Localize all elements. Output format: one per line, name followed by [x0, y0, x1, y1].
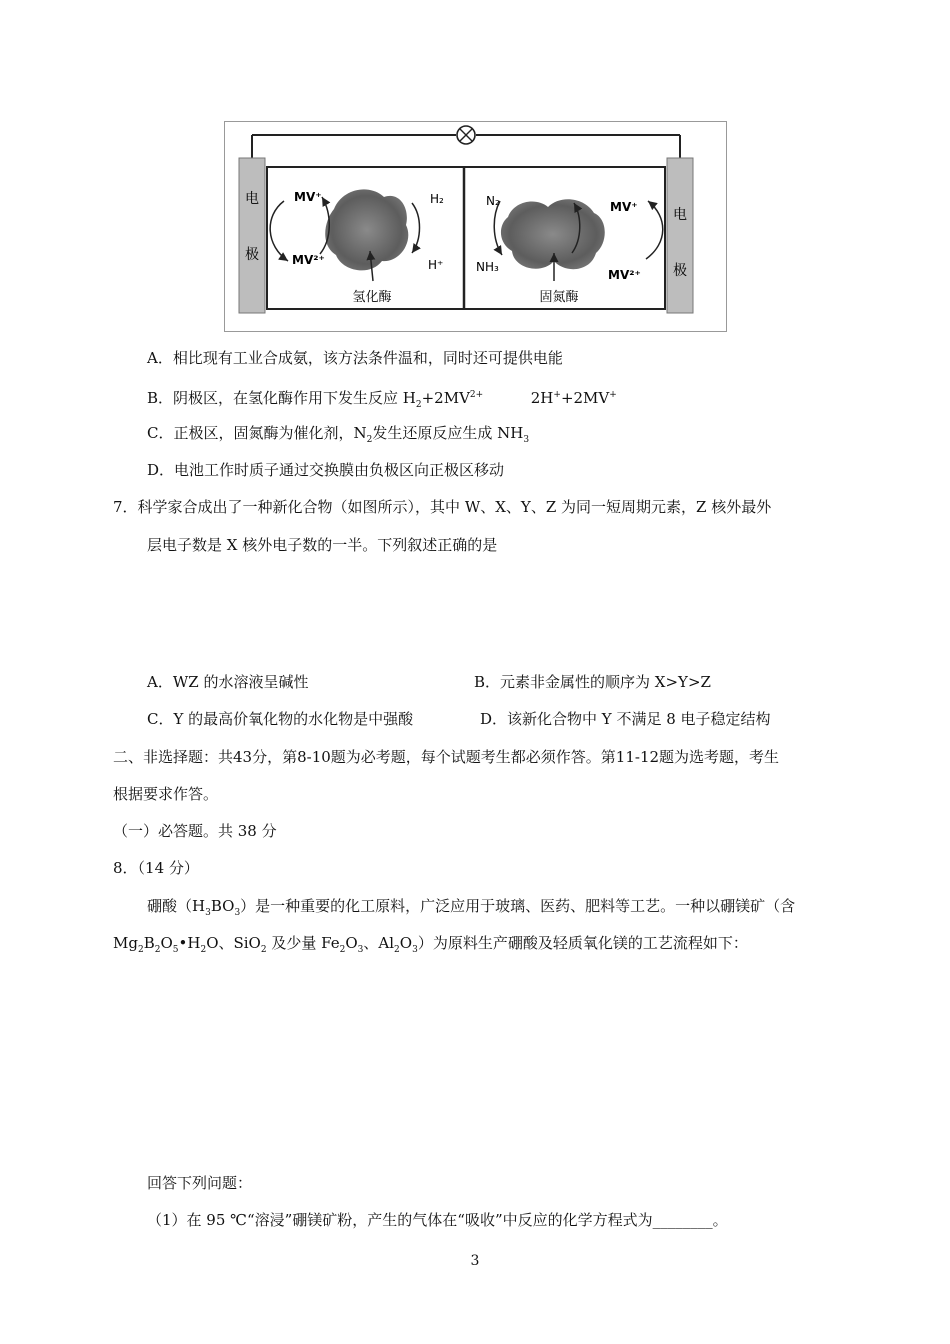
q8-p2-s9: 3 [412, 945, 418, 955]
q6-b-right-sup1: + [553, 390, 561, 400]
q8-p1-a: 硼酸（H [147, 897, 206, 915]
q7-stem-line2: 层电子数是 X 核外电子数的一半。下列叙述正确的是 [147, 536, 498, 554]
left-mv-2plus: MV²⁺ [292, 253, 325, 267]
section2-subheading: （一）必答题。共 38 分 [113, 822, 277, 840]
section2-line1: 二、非选择题：共43分，第8-10题为必考题，每个试题考生都必须作答。第11-12题为选考题，考生 [113, 748, 780, 766]
q6-option-d: D．电池工作时质子通过交换膜由负极区向正极区移动 [147, 461, 505, 479]
q8-answer-intro: 回答下列问题： [147, 1174, 253, 1192]
page-number: 3 [470, 1253, 480, 1269]
q8-p2-h: 、Al [363, 934, 395, 952]
battery-diagram [224, 121, 727, 332]
q8-p2-s3: 5 [172, 945, 179, 955]
q7-stem-line1: 7．科学家合成出了一种新化合物（如图所示），其中 W、X、Y、Z 为同一短周期元素，Z 核外最外 [113, 498, 772, 516]
battery-diagram-svg [224, 121, 727, 332]
left-electrode [239, 158, 265, 313]
h2-label: H₂ [430, 192, 444, 206]
q8-p2-a: Mg [113, 934, 138, 952]
right-mv-2plus: MV²⁺ [608, 268, 641, 282]
q8-p2-f: 及少量 Fe [266, 934, 340, 952]
q6-b-sup: 2+ [469, 390, 484, 400]
right-electrode-char1: 电 [673, 207, 687, 223]
q8-p2-e: O、SiO [206, 934, 261, 952]
q8-p1-s2: 3 [234, 908, 241, 918]
q7-option-c: C．Y 的最高价氧化物的水化物是中强酸 [147, 710, 414, 728]
q7-option-a: A．WZ 的水溶液呈碱性 [147, 673, 309, 691]
q6-b-sub: 2 [415, 400, 422, 410]
q6-c-prefix: C．正极区，固氮酶为催化剂，N [147, 424, 367, 442]
q6-c-mid: 发生还原反应生成 NH [372, 424, 524, 442]
q8-p2-s4: 2 [200, 945, 207, 955]
q6-option-b [147, 385, 617, 415]
q8-question-1: （1）在 95 ℃“溶浸”硼镁矿粉，产生的气体在“吸收”中反应的化学方程式为________。 [147, 1211, 728, 1229]
q7-option-b: B．元素非金属性的顺序为 X>Y>Z [474, 673, 711, 691]
right-mv-plus: MV⁺ [610, 200, 638, 214]
q8-paragraph-line1 [147, 896, 795, 923]
hydrogenase-label: 氢化酶 [352, 290, 392, 305]
q6-b-right-sup2: + [609, 390, 617, 400]
q6-b-right-mid: +2MV [560, 389, 610, 407]
q8-p2-b: B [143, 934, 155, 952]
nitrogenase-label: 固氮酶 [539, 290, 579, 305]
q6-b-prefix: B．阴极区，在氢化酶作用下发生反应 H [147, 389, 416, 407]
q8-p2-s7: 3 [357, 945, 364, 955]
q8-p2-j: ）为原料生产硼酸及轻质氧化镁的工艺流程如下： [417, 934, 748, 952]
diagram-frame [225, 122, 727, 332]
left-electrode-char2: 极 [245, 247, 259, 263]
left-mv-plus: MV⁺ [294, 190, 322, 204]
q8-p2-g: O [345, 934, 358, 952]
q6-option-c [147, 423, 529, 450]
q8-p1-b: BO [210, 897, 235, 915]
q8-heading: 8．（14 分） [113, 859, 199, 877]
q8-p2-c: O [160, 934, 173, 952]
q8-p2-s1: 2 [137, 945, 144, 955]
left-electrode-char1: 电 [245, 191, 259, 207]
q8-paragraph-line2 [113, 933, 748, 960]
q8-p2-i: O [399, 934, 413, 952]
q6-c-sub2: 3 [523, 435, 530, 445]
nh3-label: NH₃ [476, 260, 499, 274]
h-plus-label: H⁺ [428, 258, 444, 272]
q8-p1-c: ）是一种重要的化工原料，广泛应用于玻璃、医药、肥料等工艺。一种以硼镁矿（含 [240, 897, 796, 915]
q8-p2-s8: 2 [394, 945, 400, 955]
bulb-icon [457, 126, 475, 144]
q6-c-sub: 2 [366, 435, 373, 445]
n2-label: N₂ [486, 194, 500, 208]
q6-b-mid: +2MV [421, 389, 470, 407]
q8-p2-s6: 2 [339, 945, 346, 955]
q7-option-d: D．该新化合物中 Y 不满足 8 电子稳定结构 [480, 710, 771, 728]
q8-p1-s1: 3 [205, 908, 211, 918]
section2-line2: 根据要求作答。 [113, 785, 219, 803]
right-electrode-char2: 极 [673, 263, 687, 279]
q8-p2-d: •H [178, 934, 201, 952]
nitrogenase-blob [501, 199, 605, 269]
q8-p2-s5: 2 [260, 945, 267, 955]
q6-option-a: A．相比现有工业合成氨，该方法条件温和，同时还可提供电能 [147, 349, 563, 367]
right-electrode [667, 158, 693, 313]
q6-b-right: 2H [530, 389, 554, 407]
q8-p2-s2: 2 [154, 945, 161, 955]
